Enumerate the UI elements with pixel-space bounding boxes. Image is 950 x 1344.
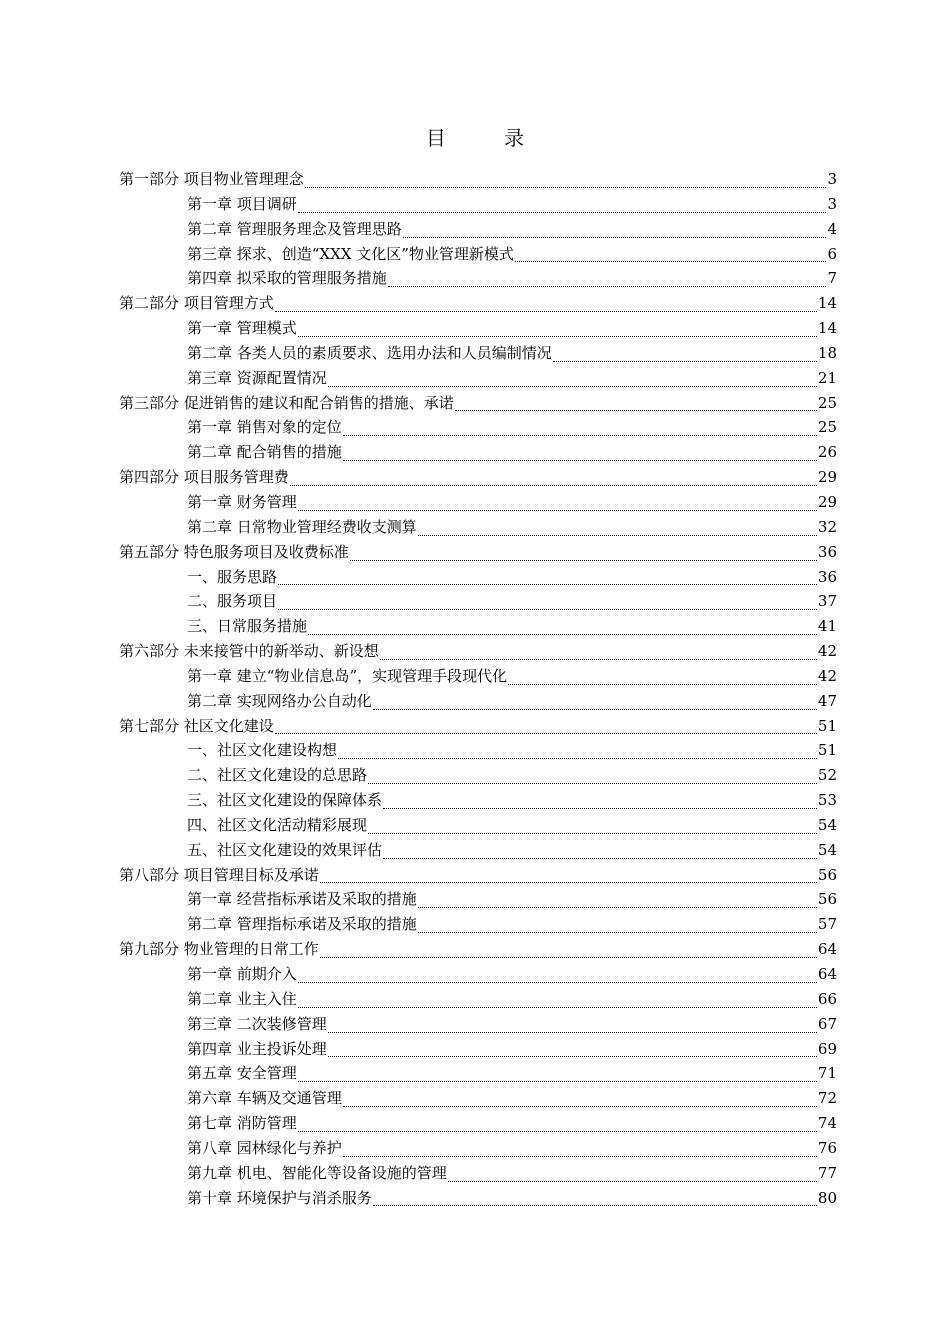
dot-leader xyxy=(278,591,817,610)
toc-chapter-entry[interactable] xyxy=(119,1186,837,1211)
toc-entry-label: 一、社区文化建设构想 xyxy=(187,741,338,760)
toc-chapter-entry[interactable] xyxy=(119,838,837,863)
toc-entry-label: 第三章 资源配置情况 xyxy=(187,368,327,387)
toc-part-entry[interactable] xyxy=(119,391,837,416)
toc-entry-label: 第一章 项目调研 xyxy=(187,194,297,213)
toc-chapter-entry[interactable] xyxy=(119,440,837,465)
dot-leader xyxy=(275,715,817,734)
dot-leader xyxy=(308,616,817,635)
toc-entry-label: 四、社区文化活动精彩展现 xyxy=(187,815,368,834)
toc-chapter-entry[interactable] xyxy=(119,1037,837,1062)
toc-entry-label: 第二章 配合销售的措施 xyxy=(187,443,342,462)
toc-chapter-entry[interactable] xyxy=(119,490,837,515)
toc-chapter-entry[interactable] xyxy=(119,763,837,788)
toc-part-entry[interactable] xyxy=(119,639,837,664)
toc-part-entry[interactable] xyxy=(119,167,837,192)
dot-leader xyxy=(515,243,827,262)
toc-entry-page-number: 66 xyxy=(817,989,837,1008)
toc-entry-label: 三、日常服务措施 xyxy=(187,617,308,636)
toc-entry-page-number: 74 xyxy=(817,1114,837,1133)
toc-chapter-entry[interactable] xyxy=(119,912,837,937)
toc-entry-label: 第七章 消防管理 xyxy=(187,1114,297,1133)
toc-part-entry[interactable] xyxy=(119,291,837,316)
toc-chapter-entry[interactable] xyxy=(119,565,837,590)
toc-entry-label: 第六部分 未来接管中的新举动、新设想 xyxy=(119,642,379,661)
dot-leader xyxy=(298,1113,817,1132)
toc-chapter-entry[interactable] xyxy=(119,266,837,291)
dot-leader xyxy=(418,517,817,536)
toc-chapter-entry[interactable] xyxy=(119,515,837,540)
toc-entry-page-number: 47 xyxy=(817,691,837,710)
dot-leader xyxy=(298,989,817,1008)
toc-chapter-entry[interactable] xyxy=(119,242,837,267)
toc-entry-label: 第二章 实现网络办公自动化 xyxy=(187,691,372,710)
toc-entry-page-number: 54 xyxy=(817,815,837,834)
dot-leader xyxy=(383,840,817,859)
toc-entry-page-number: 53 xyxy=(817,791,837,810)
toc-chapter-entry[interactable] xyxy=(119,987,837,1012)
toc-entry-page-number: 29 xyxy=(817,468,837,487)
dot-leader xyxy=(508,666,817,685)
dot-leader xyxy=(350,542,817,561)
toc-entry-page-number: 42 xyxy=(817,666,837,685)
toc-chapter-entry[interactable] xyxy=(119,415,837,440)
toc-entry-label: 五、社区文化建设的效果评估 xyxy=(187,840,383,859)
toc-entry-page-number: 36 xyxy=(817,567,837,586)
toc-chapter-entry[interactable] xyxy=(119,887,837,912)
toc-chapter-entry[interactable] xyxy=(119,738,837,763)
toc-chapter-entry[interactable] xyxy=(119,366,837,391)
toc-entry-page-number: 3 xyxy=(827,170,837,188)
toc-entry-page-number: 64 xyxy=(817,940,837,959)
dot-leader xyxy=(298,194,827,213)
toc-chapter-entry[interactable] xyxy=(119,1061,837,1086)
toc-entry-label: 第二章 业主入住 xyxy=(187,989,297,1008)
dot-leader xyxy=(298,318,817,337)
toc-entry-page-number: 6 xyxy=(827,244,837,263)
toc-entry-page-number: 7 xyxy=(827,269,837,288)
dot-leader xyxy=(320,939,817,958)
toc-part-entry[interactable] xyxy=(119,863,837,888)
dot-leader xyxy=(278,566,817,585)
dot-leader xyxy=(368,765,817,784)
dot-leader xyxy=(275,293,817,312)
toc-entry-label: 第五部分 特色服务项目及收费标准 xyxy=(119,542,349,561)
dot-leader xyxy=(328,368,817,387)
toc-chapter-entry[interactable] xyxy=(119,316,837,341)
toc-entry-label: 第一章 财务管理 xyxy=(187,492,297,511)
toc-entry-label: 三、社区文化建设的保障体系 xyxy=(187,791,383,810)
toc-entry-page-number: 41 xyxy=(817,617,837,636)
toc-entry-label: 第八章 园林绿化与养护 xyxy=(187,1138,342,1157)
toc-entry-page-number: 42 xyxy=(817,642,837,661)
dot-leader xyxy=(373,691,817,710)
toc-chapter-entry[interactable] xyxy=(119,1086,837,1111)
dot-leader xyxy=(343,1138,817,1157)
toc-entry-page-number: 32 xyxy=(817,517,837,536)
toc-entry-label: 第三部分 促进销售的建议和配合销售的措施、承诺 xyxy=(119,393,454,412)
toc-entry-page-number: 14 xyxy=(817,319,837,338)
page-title: 目 录 xyxy=(425,126,551,150)
toc-entry-label: 第九章 机电、智能化等设备设施的管理 xyxy=(187,1163,447,1182)
toc-entry-page-number: 57 xyxy=(817,915,837,934)
toc-entry-page-number: 64 xyxy=(817,965,837,983)
toc-entry-page-number: 69 xyxy=(817,1039,837,1058)
toc-entry-label: 二、服务项目 xyxy=(187,592,278,611)
toc-chapter-entry[interactable] xyxy=(119,589,837,614)
toc-entry-page-number: 71 xyxy=(817,1064,837,1083)
toc-entry-label: 第二章 管理服务理念及管理思路 xyxy=(187,219,402,238)
toc-part-entry[interactable] xyxy=(119,540,837,565)
toc-entry-page-number: 29 xyxy=(817,492,837,511)
toc-chapter-entry[interactable] xyxy=(119,192,837,217)
toc-entry-page-number: 36 xyxy=(817,542,837,561)
toc-entry-page-number: 67 xyxy=(817,1014,837,1033)
dot-leader xyxy=(338,740,817,759)
dot-leader xyxy=(290,467,817,486)
dot-leader xyxy=(388,268,827,287)
toc-chapter-entry[interactable] xyxy=(119,1012,837,1037)
toc-chapter-entry[interactable] xyxy=(119,1111,837,1136)
toc-entry-page-number: 77 xyxy=(817,1163,837,1182)
toc-entry-label: 第五章 安全管理 xyxy=(187,1064,297,1083)
toc-chapter-entry[interactable] xyxy=(119,664,837,689)
dot-leader xyxy=(380,641,817,660)
dot-leader xyxy=(448,1163,817,1182)
toc-entry-page-number: 51 xyxy=(817,741,837,760)
toc-chapter-entry[interactable] xyxy=(119,341,837,366)
dot-leader xyxy=(343,1088,817,1107)
toc-entry-label: 一、服务思路 xyxy=(187,567,278,586)
dot-leader xyxy=(418,889,817,908)
toc-entry-page-number: 3 xyxy=(827,194,837,213)
toc-chapter-entry[interactable] xyxy=(119,1136,837,1161)
toc-entry-label: 第四章 业主投诉处理 xyxy=(187,1039,327,1058)
toc-entry-page-number: 52 xyxy=(817,766,837,785)
toc-chapter-entry[interactable] xyxy=(119,217,837,242)
toc-entry-page-number: 4 xyxy=(827,219,837,238)
toc-entry-page-number: 56 xyxy=(817,890,837,909)
toc-entry-label: 第四章 拟采取的管理服务措施 xyxy=(187,269,387,288)
toc-chapter-entry[interactable] xyxy=(119,689,837,714)
toc-chapter-entry[interactable] xyxy=(119,962,837,987)
table-of-contents xyxy=(119,167,837,1210)
toc-chapter-entry[interactable] xyxy=(119,788,837,813)
toc-entry-page-number: 56 xyxy=(817,865,837,884)
toc-entry-label: 第二章 管理指标承诺及采取的措施 xyxy=(187,915,417,934)
toc-entry-label: 二、社区文化建设的总思路 xyxy=(187,766,368,785)
dot-leader xyxy=(373,1187,817,1206)
toc-entry-label: 第二章 各类人员的素质要求、选用办法和人员编制情况 xyxy=(187,343,552,362)
dot-leader xyxy=(305,169,827,188)
toc-entry-page-number: 54 xyxy=(817,840,837,859)
toc-entry-label: 第四部分 项目服务管理费 xyxy=(119,468,289,487)
toc-part-entry[interactable] xyxy=(119,937,837,962)
toc-entry-label: 第一章 前期介入 xyxy=(187,965,297,983)
dot-leader xyxy=(320,864,817,883)
toc-entry-label: 第八部分 项目管理目标及承诺 xyxy=(119,865,319,884)
toc-entry-label: 第一部分 项目物业管理理念 xyxy=(119,170,304,188)
toc-entry-label: 第三章 二次装修管理 xyxy=(187,1014,327,1033)
toc-part-entry[interactable] xyxy=(119,714,837,739)
toc-entry-page-number: 72 xyxy=(817,1089,837,1108)
toc-entry-page-number: 18 xyxy=(817,343,837,362)
toc-chapter-entry[interactable] xyxy=(119,1161,837,1186)
toc-entry-label: 第一章 管理模式 xyxy=(187,319,297,338)
dot-leader xyxy=(298,1063,817,1082)
toc-entry-page-number: 76 xyxy=(817,1138,837,1157)
toc-entry-page-number: 80 xyxy=(817,1188,837,1207)
dot-leader xyxy=(328,1014,817,1033)
toc-entry-label: 第一章 销售对象的定位 xyxy=(187,418,342,437)
toc-entry-page-number: 14 xyxy=(817,294,837,313)
toc-entry-page-number: 25 xyxy=(817,393,837,412)
toc-entry-label: 第十章 环境保护与消杀服务 xyxy=(187,1188,372,1207)
dot-leader xyxy=(418,914,817,933)
dot-leader xyxy=(328,1038,817,1057)
toc-part-entry[interactable] xyxy=(119,465,837,490)
toc-entry-page-number: 26 xyxy=(817,443,837,462)
toc-entry-label: 第三章 探求、创造“XXX 文化区”物业管理新模式 xyxy=(187,244,514,263)
toc-entry-page-number: 25 xyxy=(817,418,837,437)
toc-entry-page-number: 37 xyxy=(817,592,837,611)
toc-entry-label: 第九部分 物业管理的日常工作 xyxy=(119,940,319,959)
toc-entry-label: 第二章 日常物业管理经费收支测算 xyxy=(187,517,417,536)
toc-chapter-entry[interactable] xyxy=(119,614,837,639)
toc-entry-label: 第一章 建立“物业信息岛”，实现管理手段现代化 xyxy=(187,666,508,685)
toc-chapter-entry[interactable] xyxy=(119,813,837,838)
dot-leader xyxy=(455,392,817,411)
dot-leader xyxy=(343,417,817,436)
dot-leader xyxy=(368,815,817,834)
toc-entry-page-number: 21 xyxy=(817,368,837,387)
dot-leader xyxy=(383,790,817,809)
dot-leader xyxy=(403,219,827,238)
dot-leader xyxy=(343,442,817,461)
toc-entry-label: 第六章 车辆及交通管理 xyxy=(187,1089,342,1108)
toc-entry-page-number: 51 xyxy=(817,716,837,735)
toc-entry-label: 第一章 经营指标承诺及采取的措施 xyxy=(187,890,417,909)
toc-entry-label: 第七部分 社区文化建设 xyxy=(119,716,274,735)
toc-entry-label: 第二部分 项目管理方式 xyxy=(119,294,274,313)
dot-leader xyxy=(553,343,817,362)
dot-leader xyxy=(298,492,817,511)
dot-leader xyxy=(298,964,817,983)
